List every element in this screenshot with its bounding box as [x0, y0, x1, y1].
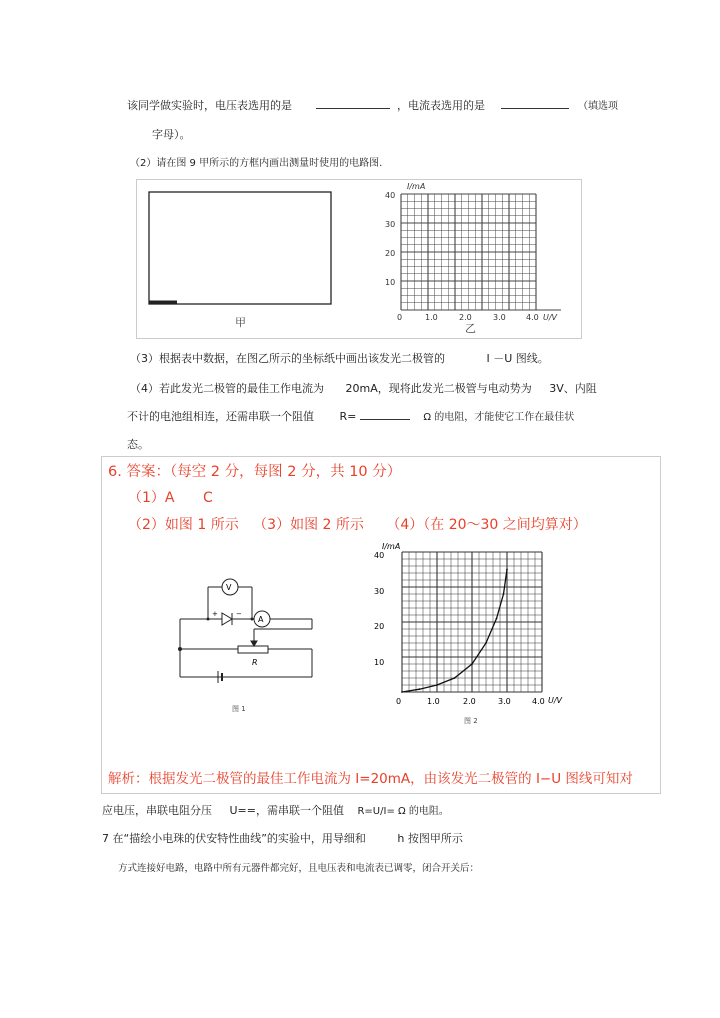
chart-ylabel: I/mA — [382, 542, 401, 551]
grid-yi-xlabel: U/V — [543, 313, 558, 322]
ammeter-symbol: A — [258, 615, 264, 624]
chart-xtick-4: 4.0 — [532, 697, 545, 706]
answer-heading: 6. 答案：（每空 2 分，每图 2 分，共 10 分） — [108, 464, 402, 480]
q6-part3 — [130, 350, 549, 366]
q6-line1 — [127, 97, 618, 113]
answer-row1 — [128, 487, 213, 507]
diode-minus: − — [236, 610, 242, 618]
chart-xlabel: U/V — [548, 696, 563, 705]
diode-plus: + — [212, 610, 218, 618]
iv-chart-figure-2 — [372, 537, 572, 732]
q6-part3-a: （3）根据表中数据，在图乙所示的坐标纸中画出该发光二极管的 — [130, 352, 445, 365]
iv-point-7 — [503, 593, 505, 595]
answer-panel — [101, 456, 661, 794]
q6-part3-b: I －U 图线。 — [486, 352, 549, 365]
grid-yi-ylabel: I/mA — [407, 182, 426, 191]
q7-line1-a: 7 在“描绘小电珠的伏安特性曲线”的实验中，用导细和 — [102, 832, 366, 845]
iv-point-0 — [401, 691, 403, 693]
answer-row1-a: （1）A — [128, 490, 175, 506]
q6-part4-line2 — [127, 408, 574, 424]
chart-xtick-3: 3.0 — [498, 697, 511, 706]
q6-part4-line2-c: Ω 的电阻，才能使它工作在最佳状 — [423, 412, 575, 423]
chart-xtick-0: 0 — [396, 697, 402, 706]
iv-point-1 — [419, 688, 421, 690]
q6-line1-post: （填选项 — [578, 101, 618, 112]
chart-ytick-20: 20 — [374, 622, 385, 631]
fig2-label: 图 2 — [464, 717, 478, 725]
chart-xtick-2: 2.0 — [463, 697, 476, 706]
grid-yi-xtick-4: 4.0 — [526, 313, 539, 322]
grid-yi-xtick-3: 3.0 — [493, 313, 506, 322]
iv-point-4 — [471, 663, 473, 665]
q7-line2: 方式连接好电路，电路中所有元器件都完好，且电压表和电流表已调零，闭合开关后： — [118, 863, 480, 874]
q6-line1-pre: 该同学做实验时，电压表选用的是 — [127, 99, 292, 112]
fig-yi-label: 乙 — [465, 322, 476, 335]
answer-row2-a: （2）如图 1 所示 — [128, 517, 239, 533]
rheostat-symbol: R — [252, 658, 258, 667]
q6-line1-mid: ，电流表选用的是 — [397, 99, 485, 112]
voltmeter-symbol: V — [226, 583, 232, 592]
iv-point-2 — [436, 684, 438, 686]
grid-yi-ytick-10: 10 — [385, 278, 396, 287]
answer-row1-b: C — [202, 490, 213, 506]
iv-chart-grid — [402, 552, 542, 692]
resistance-blank[interactable] — [360, 409, 410, 420]
iv-point-8 — [506, 569, 508, 571]
q6-part2: （2）请在图 9 甲所示的方框内画出测量时使用的电路图. — [130, 158, 383, 169]
chart-ytick-40: 40 — [374, 551, 385, 560]
empty-grid-yi[interactable] — [401, 194, 561, 310]
iv-curve — [402, 570, 507, 693]
grid-yi-ytick-30: 30 — [385, 220, 396, 229]
after-line1 — [102, 802, 449, 818]
fig-jia-label: 甲 — [235, 316, 246, 329]
fig1-label: 图 1 — [232, 705, 246, 713]
circuit-drawing-box[interactable] — [149, 192, 331, 304]
answer-analysis: 解析：根据发光二极管的最佳工作电流为 I=20mA，由该发光二极管的 I−U 图线可知对 — [108, 771, 633, 787]
q6-part4-line3: 态。 — [127, 438, 149, 451]
q6-part4-line2-b: R= — [339, 410, 357, 423]
chart-ytick-30: 30 — [374, 587, 385, 596]
answer-row2-c: （4）（在 20～30 之间均算对） — [386, 517, 587, 533]
chart-ytick-10: 10 — [374, 658, 385, 667]
q7-line1 — [102, 830, 463, 846]
figure-9-svg — [137, 180, 581, 338]
after-line1-c: R=U/I= Ω 的电阻。 — [357, 806, 449, 817]
q7-line1-b: h 按图甲所示 — [397, 832, 463, 845]
q6-part4-a: （4）若此发光二极管的最佳工作电流为 — [130, 382, 324, 395]
iv-point-5 — [485, 642, 487, 644]
grid-yi-xtick-1: 1.0 — [425, 313, 438, 322]
circuit-figure-1 — [174, 569, 324, 719]
iv-point-3 — [454, 677, 456, 679]
grid-yi-ytick-40: 40 — [385, 191, 396, 200]
grid-yi-xtick-2: 2.0 — [459, 313, 472, 322]
chart-xtick-1: 1.0 — [427, 697, 440, 706]
q6-part4 — [130, 380, 597, 396]
q6-part4-line2-a: 不计的电池组相连，还需串联一个阻值 — [127, 410, 314, 423]
ammeter-blank[interactable] — [501, 98, 569, 109]
iv-point-6 — [496, 618, 498, 620]
voltmeter-blank[interactable] — [316, 98, 390, 109]
figure-9-panel — [136, 179, 582, 339]
q6-part4-b: 20mA，现将此发光二极管与电动势为 — [345, 382, 532, 395]
after-line1-b: U==，需串联一个阻值 — [229, 804, 344, 817]
q6-line2: 字母）。 — [152, 128, 191, 141]
answer-row2-b: （3）如图 2 所示 — [253, 517, 364, 533]
grid-yi-ytick-20: 20 — [385, 249, 396, 258]
after-line1-a: 应电压，串联电阻分压 — [102, 804, 212, 817]
answer-row2 — [128, 514, 587, 534]
q6-part4-c: 3V、内阻 — [549, 382, 597, 395]
grid-yi-xtick-0: 0 — [397, 313, 403, 322]
